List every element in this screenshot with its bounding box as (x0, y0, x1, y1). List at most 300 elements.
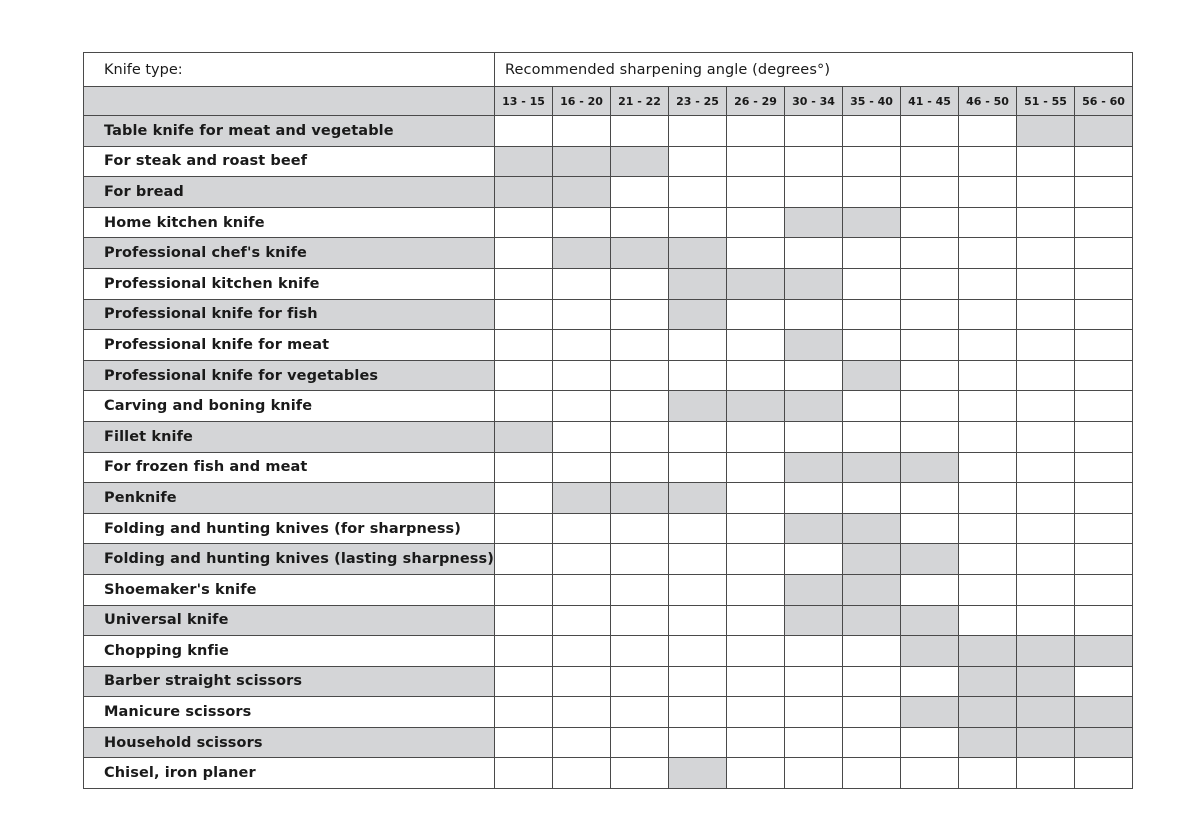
angle-cell (494, 727, 552, 758)
knife-row (84, 299, 1133, 330)
angle-cell (726, 544, 784, 575)
knife-type-label: Professional knife for vegetables (84, 360, 495, 391)
angle-title-header: Recommended sharpening angle (degrees°) (494, 53, 1132, 87)
angle-cell (494, 513, 552, 544)
knife-row (84, 697, 1133, 728)
angle-cell (1016, 391, 1074, 422)
angle-cell (900, 330, 958, 361)
angle-cell (726, 299, 784, 330)
angle-cell (610, 116, 668, 147)
angle-cell (900, 299, 958, 330)
angle-cell (552, 116, 610, 147)
angle-cell (610, 268, 668, 299)
angle-cell (784, 666, 842, 697)
recommended-angle-cell (1016, 727, 1074, 758)
angle-cell (726, 146, 784, 177)
angle-cell (552, 666, 610, 697)
angle-range-header: 21 - 22 (610, 87, 668, 116)
angle-cell (900, 421, 958, 452)
recommended-angle-cell (842, 207, 900, 238)
recommended-angle-cell (842, 452, 900, 483)
angle-cell (900, 177, 958, 208)
angle-cell (552, 605, 610, 636)
recommended-angle-cell (1016, 666, 1074, 697)
angle-cell (552, 452, 610, 483)
recommended-angle-cell (610, 483, 668, 514)
angle-cell (668, 330, 726, 361)
recommended-angle-cell (1074, 697, 1132, 728)
angle-cell (958, 238, 1016, 269)
knife-type-label: Penknife (84, 483, 495, 514)
angle-cell (552, 330, 610, 361)
angle-cell (610, 666, 668, 697)
angle-cell (552, 360, 610, 391)
recommended-angle-cell (552, 146, 610, 177)
angle-cell (958, 513, 1016, 544)
knife-row (84, 207, 1133, 238)
angle-cell (784, 299, 842, 330)
angle-cell (1074, 666, 1132, 697)
angle-cell (726, 238, 784, 269)
recommended-angle-cell (842, 574, 900, 605)
angle-cell (784, 146, 842, 177)
knife-row (84, 146, 1133, 177)
angle-cell (900, 116, 958, 147)
angle-cell (958, 330, 1016, 361)
recommended-angle-cell (958, 727, 1016, 758)
angle-cell (958, 268, 1016, 299)
angle-cell (842, 483, 900, 514)
angle-cell (958, 421, 1016, 452)
knife-row (84, 574, 1133, 605)
knife-type-label: Fillet knife (84, 421, 495, 452)
angle-cell (552, 574, 610, 605)
angle-cell (958, 116, 1016, 147)
angle-cell (610, 636, 668, 667)
knife-row (84, 238, 1133, 269)
angle-cell (668, 605, 726, 636)
angle-cell (842, 177, 900, 208)
angle-cell (552, 758, 610, 789)
recommended-angle-cell (726, 268, 784, 299)
recommended-angle-cell (958, 697, 1016, 728)
recommended-angle-cell (668, 391, 726, 422)
angle-cell (842, 636, 900, 667)
knife-row (84, 544, 1133, 575)
knife-type-label: Manicure scissors (84, 697, 495, 728)
knife-type-label: Table knife for meat and vegetable (84, 116, 495, 147)
angle-cell (900, 207, 958, 238)
knife-row (84, 513, 1133, 544)
angle-range-header: 56 - 60 (1074, 87, 1132, 116)
angle-cell (842, 758, 900, 789)
angle-cell (726, 207, 784, 238)
angle-cell (784, 421, 842, 452)
recommended-angle-cell (494, 421, 552, 452)
angle-cell (610, 544, 668, 575)
angle-cell (784, 177, 842, 208)
angle-cell (610, 727, 668, 758)
angle-cell (842, 666, 900, 697)
angle-cell (900, 666, 958, 697)
angle-cell (494, 483, 552, 514)
angle-cell (726, 758, 784, 789)
angle-cell (1016, 146, 1074, 177)
angle-cell (958, 574, 1016, 605)
angle-cell (610, 421, 668, 452)
angle-cell (610, 391, 668, 422)
angle-cell (1074, 605, 1132, 636)
angle-cell (1074, 513, 1132, 544)
angle-cell (494, 574, 552, 605)
recommended-angle-cell (610, 238, 668, 269)
angle-cell (494, 360, 552, 391)
angle-cell (900, 727, 958, 758)
recommended-angle-cell (784, 574, 842, 605)
angle-cell (958, 146, 1016, 177)
angle-cell (494, 697, 552, 728)
angle-cell (958, 177, 1016, 208)
angle-cell (726, 116, 784, 147)
knife-type-label: Universal knife (84, 605, 495, 636)
angle-cell (1016, 544, 1074, 575)
knife-row (84, 666, 1133, 697)
angle-cell (610, 452, 668, 483)
angle-cell (900, 268, 958, 299)
recommended-angle-cell (494, 177, 552, 208)
angle-cell (552, 697, 610, 728)
recommended-angle-cell (958, 636, 1016, 667)
angle-cell (842, 238, 900, 269)
recommended-angle-cell (958, 666, 1016, 697)
angle-cell (900, 574, 958, 605)
angle-cell (784, 636, 842, 667)
angle-cell (958, 391, 1016, 422)
angle-cell (668, 146, 726, 177)
angle-cell (726, 330, 784, 361)
angle-cell (610, 299, 668, 330)
angle-cell (726, 421, 784, 452)
table-header-row (84, 53, 1133, 87)
angle-cell (1074, 421, 1132, 452)
angle-cell (726, 605, 784, 636)
angle-cell (494, 268, 552, 299)
angle-cell (1016, 483, 1074, 514)
angle-cell (1074, 544, 1132, 575)
recommended-angle-cell (842, 605, 900, 636)
knife-row (84, 605, 1133, 636)
angle-cell (900, 146, 958, 177)
angle-cell (552, 636, 610, 667)
angle-cell (668, 697, 726, 728)
angle-cell (1074, 360, 1132, 391)
angle-cell (668, 421, 726, 452)
angle-ranges-row (84, 87, 1133, 116)
angle-cell (784, 116, 842, 147)
angle-cell (842, 391, 900, 422)
angle-cell (958, 360, 1016, 391)
angle-range-header: 23 - 25 (668, 87, 726, 116)
angle-cell (958, 544, 1016, 575)
recommended-angle-cell (1016, 116, 1074, 147)
angle-range-header: 46 - 50 (958, 87, 1016, 116)
recommended-angle-cell (668, 758, 726, 789)
angle-cell (1074, 391, 1132, 422)
angle-cell (842, 727, 900, 758)
angle-cell (784, 360, 842, 391)
recommended-angle-cell (668, 268, 726, 299)
angle-cell (610, 513, 668, 544)
knife-row (84, 391, 1133, 422)
angle-cell (784, 727, 842, 758)
recommended-angle-cell (552, 238, 610, 269)
knife-type-label: Folding and hunting knives (lasting sharpness) (84, 544, 495, 575)
angle-cell (958, 207, 1016, 238)
knife-type-label: Home kitchen knife (84, 207, 495, 238)
angle-cell (842, 268, 900, 299)
angle-cell (958, 299, 1016, 330)
angle-cell (610, 360, 668, 391)
angle-cell (668, 544, 726, 575)
angle-cell (668, 574, 726, 605)
angle-cell (552, 513, 610, 544)
angle-cell (1074, 238, 1132, 269)
recommended-angle-cell (1074, 636, 1132, 667)
knife-type-label: Professional knife for meat (84, 330, 495, 361)
knife-row (84, 727, 1133, 758)
recommended-angle-cell (900, 636, 958, 667)
angle-cell (900, 360, 958, 391)
knife-row (84, 758, 1133, 789)
angle-cell (1074, 207, 1132, 238)
angle-cell (1074, 574, 1132, 605)
angle-cell (726, 513, 784, 544)
angle-cell (494, 666, 552, 697)
angle-cell (610, 177, 668, 208)
angle-cell (1074, 268, 1132, 299)
recommended-angle-cell (1074, 727, 1132, 758)
angle-cell (726, 697, 784, 728)
angle-cell (494, 330, 552, 361)
angle-cell (668, 636, 726, 667)
angle-cell (610, 574, 668, 605)
angle-cell (726, 360, 784, 391)
angle-range-header: 41 - 45 (900, 87, 958, 116)
angle-cell (726, 452, 784, 483)
recommended-angle-cell (900, 452, 958, 483)
angle-cell (668, 513, 726, 544)
angle-cell (668, 116, 726, 147)
knife-type-label: For frozen fish and meat (84, 452, 495, 483)
angle-cell (494, 299, 552, 330)
angle-cell (958, 605, 1016, 636)
table-body (84, 53, 1133, 789)
recommended-angle-cell (610, 146, 668, 177)
angle-cell (900, 238, 958, 269)
knife-row (84, 116, 1133, 147)
knife-type-label: Shoemaker's knife (84, 574, 495, 605)
angle-range-header: 30 - 34 (784, 87, 842, 116)
angle-cell (1016, 758, 1074, 789)
sharpening-angle-table (83, 52, 1133, 789)
angle-cell (1016, 268, 1074, 299)
ranges-row-blank-cell (84, 87, 495, 116)
angle-cell (552, 544, 610, 575)
recommended-angle-cell (1016, 697, 1074, 728)
angle-cell (1016, 513, 1074, 544)
angle-cell (494, 207, 552, 238)
angle-cell (900, 391, 958, 422)
angle-cell (668, 207, 726, 238)
angle-range-header: 13 - 15 (494, 87, 552, 116)
angle-cell (900, 483, 958, 514)
angle-cell (610, 330, 668, 361)
recommended-angle-cell (842, 544, 900, 575)
angle-cell (494, 238, 552, 269)
recommended-angle-cell (784, 330, 842, 361)
recommended-angle-cell (784, 452, 842, 483)
knife-type-label: Chopping knfie (84, 636, 495, 667)
angle-cell (552, 391, 610, 422)
angle-cell (842, 299, 900, 330)
angle-cell (552, 268, 610, 299)
angle-cell (1016, 330, 1074, 361)
angle-cell (726, 727, 784, 758)
recommended-angle-cell (842, 513, 900, 544)
knife-type-label: Folding and hunting knives (for sharpness) (84, 513, 495, 544)
angle-cell (842, 697, 900, 728)
knife-type-label: Barber straight scissors (84, 666, 495, 697)
recommended-angle-cell (668, 299, 726, 330)
angle-cell (1016, 360, 1074, 391)
angle-cell (1016, 299, 1074, 330)
angle-cell (494, 605, 552, 636)
angle-cell (784, 697, 842, 728)
knife-row (84, 268, 1133, 299)
recommended-angle-cell (726, 391, 784, 422)
angle-cell (1074, 758, 1132, 789)
knife-type-label: Professional chef's knife (84, 238, 495, 269)
angle-cell (726, 636, 784, 667)
knife-row (84, 421, 1133, 452)
angle-cell (494, 116, 552, 147)
knife-type-header: Knife type: (84, 53, 495, 87)
angle-range-header: 26 - 29 (726, 87, 784, 116)
recommended-angle-cell (900, 605, 958, 636)
angle-cell (668, 452, 726, 483)
angle-cell (1016, 421, 1074, 452)
knife-type-label: Household scissors (84, 727, 495, 758)
angle-cell (494, 544, 552, 575)
recommended-angle-cell (552, 483, 610, 514)
angle-cell (610, 758, 668, 789)
knife-type-label: Carving and boning knife (84, 391, 495, 422)
angle-cell (900, 513, 958, 544)
angle-cell (610, 207, 668, 238)
recommended-angle-cell (842, 360, 900, 391)
angle-cell (1074, 452, 1132, 483)
angle-cell (494, 452, 552, 483)
angle-cell (842, 116, 900, 147)
angle-cell (900, 758, 958, 789)
recommended-angle-cell (494, 146, 552, 177)
angle-cell (552, 727, 610, 758)
recommended-angle-cell (900, 544, 958, 575)
angle-cell (1074, 330, 1132, 361)
knife-type-label: Professional kitchen knife (84, 268, 495, 299)
angle-cell (1074, 483, 1132, 514)
recommended-angle-cell (668, 238, 726, 269)
angle-cell (726, 666, 784, 697)
angle-cell (784, 483, 842, 514)
recommended-angle-cell (1074, 116, 1132, 147)
knife-row (84, 360, 1133, 391)
angle-cell (958, 452, 1016, 483)
angle-cell (726, 483, 784, 514)
angle-cell (1074, 146, 1132, 177)
angle-cell (1016, 238, 1074, 269)
angle-cell (552, 421, 610, 452)
angle-range-header: 51 - 55 (1016, 87, 1074, 116)
recommended-angle-cell (1016, 636, 1074, 667)
angle-cell (1074, 299, 1132, 330)
angle-cell (842, 146, 900, 177)
angle-cell (726, 574, 784, 605)
recommended-angle-cell (784, 207, 842, 238)
recommended-angle-cell (784, 605, 842, 636)
recommended-angle-cell (668, 483, 726, 514)
recommended-angle-cell (900, 697, 958, 728)
recommended-angle-cell (784, 268, 842, 299)
recommended-angle-cell (552, 177, 610, 208)
angle-cell (668, 666, 726, 697)
angle-cell (1016, 574, 1074, 605)
angle-cell (1016, 207, 1074, 238)
angle-cell (1016, 605, 1074, 636)
knife-type-label: Chisel, iron planer (84, 758, 495, 789)
angle-cell (842, 330, 900, 361)
knife-row (84, 483, 1133, 514)
knife-row (84, 330, 1133, 361)
angle-range-header: 16 - 20 (552, 87, 610, 116)
knife-type-label: For steak and roast beef (84, 146, 495, 177)
angle-range-header: 35 - 40 (842, 87, 900, 116)
angle-cell (552, 207, 610, 238)
angle-cell (842, 421, 900, 452)
knife-row (84, 452, 1133, 483)
angle-cell (1016, 452, 1074, 483)
knife-row (84, 177, 1133, 208)
angle-cell (610, 605, 668, 636)
angle-cell (494, 758, 552, 789)
knife-type-label: Professional knife for fish (84, 299, 495, 330)
angle-cell (668, 360, 726, 391)
angle-cell (958, 758, 1016, 789)
angle-cell (784, 544, 842, 575)
angle-cell (668, 177, 726, 208)
angle-cell (784, 758, 842, 789)
angle-cell (494, 391, 552, 422)
angle-cell (552, 299, 610, 330)
angle-cell (1016, 177, 1074, 208)
angle-cell (610, 697, 668, 728)
knife-type-label: For bread (84, 177, 495, 208)
angle-cell (1074, 177, 1132, 208)
knife-row (84, 636, 1133, 667)
angle-cell (668, 727, 726, 758)
recommended-angle-cell (784, 391, 842, 422)
angle-cell (958, 483, 1016, 514)
